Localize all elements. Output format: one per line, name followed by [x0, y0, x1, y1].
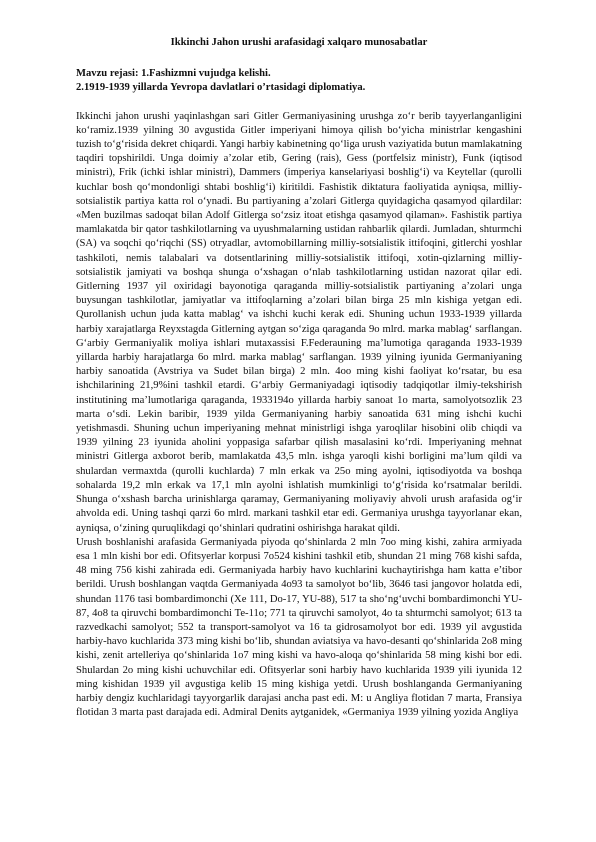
document-page: [76, 36, 522, 720]
plan-line-2: 2.1919-1939 yillarda Yevropa davlatlari o’rtasidagi diplomatiya.: [76, 82, 366, 94]
paragraph: Ikkinchi jahon urushi yaqinlashgan sari Gitler Germaniyasining urushga zo‘r berib tayyerlanganligini ko‘ramiz.1939 yilning 30 avgustida Gitler imperiyani himoya qilish bo‘yicha ministrlar kengashini tuzish to‘g‘risida dekret chiqardi. Yangi harbiy kabinetning qo‘liga urush vaziyatida butun mamlakatning taqdiri topshirildi. Unga doimiy a’zolar etib, Gering (rais), Gess (portfelsiz ministr), Funk (iqtisod ministri), Frik (ichki ishlar ministri), Dammers (imperiya kanselariyasi boshlig‘i) va Keytellar (qurolli kuchlar bosh qo‘mondonligi shtabi boshlig‘i) kiritildi. Fashistik diktatura faoliyatida ayniqsa, milliy- sotsialistik partiya katta rol o‘ynadi. Bu partiyaning a’zolari Gitlerga quyidagicha qasamyod qilardilar: «Men buzilmas sadoqat bilan Adolf Gitlerga so‘zsiz itoat etishga qasamyod qilaman». Fashistik partiya mamlakatda bir qator tashkilotlarning va uyushmalarning ustidan rahbarlik qilardi. Jumladan, shturmchi (SA) va soqchi qo‘riqchi (SS) otryadlar, avtomobillarning milliy-sotsialistik ittifoqini, gitlerchi yoshlar tashkiloti, nemis talabalari va dotsentlarining milliy-sotsialistik ittifoqi, xotin-qizlarning milliy-sotsialistik jamiyati va boshqa shunga o‘xshagan o‘nlab tashkilotlarning ustidan nazorat qilar edi. Gitlerning 1937 yil oxiridagi bayonotiga qaraganda milliy-sotsialistik partiyaning a’zolari unga buysungan tashkilotlar, jamiyatlar va ittifoqlarning a’zolari bilan birga 25 mln kishiga yetgan edi. Qurollanish uchun juda katta mablag‘ va ishchi kuchi kerak edi. Shuning uchun 1933-1939 yillarda harbiy xarajatlarga Reyxstagda Gitlerning aytgan so‘ziga qaraganda 9o mlrd. marka mablag‘ sarflangan. G‘arbiy Germaniyalik moliya ishlari mutaxassisi F.Federauning ma’lumotiga qaraganda 1933-1939 yillarda harbiy harajatlarga 6o mlrd. marka mablag‘ sarflangan. 1939 yilning iyunida Germaniyaning harbiy sanoatida (Avstriya va Sudet bilan birga) 2 mln. 4oo ming kishi faoliyat ko‘rsatar, bu esa ishchilarining 21,9%ini tashkil etardi. G‘arbiy Germaniyadagi iqtisodiy tadqiqotlar ilmiy-tekshirish institutining ma’lumotlariga qaraganda, 1933194o yillarda harbiy sanoat 1o marta, samolyotsozlik 23 marta o‘sdi. Lekin baribir, 1939 yilda Germaniyaning harbiy sanoatida 631 ming ishchi kuchi yetishmasdi. Shuning uchun imperiyaning mehnat ministrligi ishga yaroqlilar hisobini olib chiqdi va 1939 yilning 23 iyunida aholini yoppasiga safarbar qilish masalasini ko‘rdi. Imperiyaning mehnat ministri Gitlerga axborot berib, mamlakatda 43,5 mln. ishga yaroqli kishi borligini ma’lum qildi va shulardan vermaxtda (qurolli kuchlarda) 7 mln erkak va 25o ming ayolni, iqtisodiyotda va boshqa sohalarda 19,2 mln erkak va 17,1 mln ayolni ishlatish mumkinligi to‘g‘risida ko‘rsatmalar berildi. Shunga o‘xshash barcha urinishlarga qaramay, Germaniyaning moliyaviy ahvoli urush arafasida og‘ir ahvolda edi. Uning tashqi qarzi 6o mlrd. markani tashkil etar edi. Germaniya urushga tayyorlanar ekan, ayniqsa, o‘zining quruqlikdagi qo‘shinlari qudratini oshirishga harakat qildi.: [76, 110, 522, 534]
spacer: [76, 96, 522, 110]
body-text: [76, 110, 522, 721]
lesson-plan: [76, 67, 522, 95]
plan-line-1: Mavzu rejasi: 1.Fashizmni vujudga kelishi.: [76, 68, 271, 80]
document-title: Ikkinchi Jahon urushi arafasidagi xalqaro munosabatlar: [170, 37, 428, 48]
paragraph: Urush boshlanishi arafasida Germaniyada piyoda qo‘shinlarda 2 mln 7oo ming kishi, zahira armiyada esa 1 mln kishi bor edi. Ofitsyerlar korpusi 7o524 kishini tashkil etib, shundan 21 ming 768 kishi safda, 48 ming 756 kishi zahirada edi. Germaniyada harbiy havo kuchlarini kuchaytirishga ham katta e’tibor berildi. Urush boshlangan vaqtda Germaniyada 4o93 ta samolyot bo‘lib, 3646 tasi jangovor holatda edi, shundan 1176 tasi bombardimonchi (Xe 111, Do-17, YU-88), 517 ta sho‘ng‘uvchi bombardimonchi YU-87, 4o8 ta qiruvchi bombardimonchi Te-11o; 771 ta qiruvchi samolyot, 4o ta shturmchi samolyot; 613 ta razvedkachi samolyot; 552 ta transport-samolyot va 16 ta gidrosamolyot bor edi. 1939 yil avgustida harbiy-havo kuchlarida 373 ming kishi bo‘lib, shundan aviatsiya va havo-desanti qo‘shinlarida 2o8 ming kishi, zenit artelleriya qo‘shinlarida 1o7 ming kishi va havo-aloqa qo‘shinlarida 58 ming kishi bor edi. Shulardan 2o ming kishi uchuvchilar edi. Ofitsyerlar soni harbiy havo kuchlarida 1939 yili iyunida 12 ming kishidan 1939 yil avgustiga kelib 15 ming kishiga yetdi. Urush boshlanganda Germaniyaning harbiy dengiz kuchlaridagi tayyorgarlik darajasi ancha past edi. M: u Angliya flotidan 7 marta, Fransiya flotidan 3 marta past darajada edi. Admiral Denits aytganidek, «Germaniya 1939 yilning yozida Angliya: [76, 536, 522, 719]
